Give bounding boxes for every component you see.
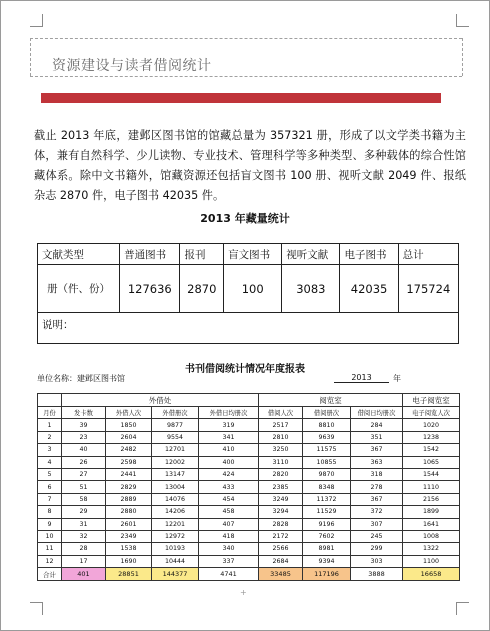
- report-year: 2013: [334, 373, 389, 383]
- data-cell: 407: [199, 518, 259, 530]
- column-header: 外借日均册次: [199, 407, 259, 419]
- data-cell: 9639: [303, 431, 351, 443]
- total-cell: 117196: [303, 568, 351, 581]
- data-cell: 27: [62, 468, 106, 480]
- data-cell: 8348: [303, 481, 351, 493]
- data-cell: 341: [199, 431, 259, 443]
- data-cell: 1542: [403, 444, 460, 456]
- data-cell: 2604: [106, 431, 152, 443]
- data-cell: 2880: [106, 506, 152, 518]
- data-cell: 2810: [259, 431, 303, 443]
- data-cell: 278: [351, 481, 403, 493]
- data-cell: 10444: [152, 555, 199, 567]
- group-header-lending: 外借处: [62, 394, 259, 407]
- data-cell: 303: [351, 555, 403, 567]
- data-cell: 31: [62, 518, 106, 530]
- page-marker: +: [240, 588, 247, 597]
- title-divider-bar: [41, 93, 441, 103]
- header-cell: 总计: [398, 244, 458, 265]
- crop-mark-bottom-right: [456, 602, 469, 615]
- data-cell: 454: [199, 493, 259, 505]
- header-cell: 普通图书: [120, 244, 180, 265]
- data-cell: 13004: [152, 481, 199, 493]
- data-cell: 299: [351, 543, 403, 555]
- data-cell: 1238: [403, 431, 460, 443]
- data-cell: 1065: [403, 456, 460, 468]
- total-cell: 401: [62, 568, 106, 581]
- data-cell: 11529: [303, 506, 351, 518]
- data-cell: 3250: [259, 444, 303, 456]
- column-header: 借阅人次: [259, 407, 303, 419]
- month-cell: 7: [38, 493, 62, 505]
- data-cell: 337: [199, 555, 259, 567]
- data-cell: 2482: [106, 444, 152, 456]
- data-cell: 1641: [403, 518, 460, 530]
- data-cell: 40: [62, 444, 106, 456]
- table-row: [38, 518, 460, 530]
- lending-report-title: 书刊借阅统计情况年度报表: [185, 364, 305, 375]
- page-title: 资源建设与读者借阅统计: [52, 58, 212, 74]
- data-cell: 400: [199, 456, 259, 468]
- group-spacer: [38, 394, 62, 407]
- data-cell: 433: [199, 481, 259, 493]
- column-header: 发卡数: [62, 407, 106, 419]
- data-cell: 9196: [303, 518, 351, 530]
- data-cell: 3294: [259, 506, 303, 518]
- data-cell: 8981: [303, 543, 351, 555]
- collection-stats-value-row: [38, 265, 459, 313]
- data-cell: 3249: [259, 493, 303, 505]
- total-cell: 16658: [403, 568, 460, 581]
- data-cell: 1008: [403, 530, 460, 542]
- table-row: [38, 506, 460, 518]
- header-cell: 视听文献: [282, 244, 340, 265]
- header-boundary-top: [30, 38, 462, 39]
- data-cell: 12002: [152, 456, 199, 468]
- data-cell: 2889: [106, 493, 152, 505]
- table-row: [38, 456, 460, 468]
- month-cell: 5: [38, 468, 62, 480]
- month-cell: 4: [38, 456, 62, 468]
- data-cell: 284: [351, 419, 403, 431]
- lending-report-table: [37, 393, 460, 581]
- data-cell: 2820: [259, 468, 303, 480]
- data-cell: 1322: [403, 543, 460, 555]
- intro-paragraph: 截止 2013 年底，建邺区图书馆的馆藏总量为 357321 册，形成了以文学类书籍为主体，兼有自然科学、少儿读物、专业技术、管理科学等多种类型、多种载体的综合性馆藏体系。除中文书籍外，馆藏资源还包括盲文图书 100 册、视听文献 2049 件、报纸杂志 2870 件，电子图书 42035 件。: [34, 129, 466, 202]
- data-cell: 9554: [152, 431, 199, 443]
- note-cell: 说明：: [38, 313, 459, 344]
- total-cell: 3888: [351, 568, 403, 581]
- data-cell: 39: [62, 419, 106, 431]
- row-label: 册（件、份）: [38, 265, 120, 313]
- group-header-reading-room: 阅览室: [259, 394, 403, 407]
- data-cell: 12201: [152, 518, 199, 530]
- column-header: 外借人次: [106, 407, 152, 419]
- data-cell: 367: [351, 444, 403, 456]
- data-cell: 2517: [259, 419, 303, 431]
- collection-stats-table: [37, 243, 459, 344]
- data-cell: 28: [62, 543, 106, 555]
- total-row: [38, 568, 460, 581]
- total-cell: 28851: [106, 568, 152, 581]
- data-cell: 1899: [403, 506, 460, 518]
- table-row: [38, 444, 460, 456]
- month-cell: 8: [38, 506, 62, 518]
- total-label: 合计: [38, 568, 62, 581]
- data-cell: 319: [199, 419, 259, 431]
- data-cell: 2441: [106, 468, 152, 480]
- table-row: [38, 555, 460, 567]
- value-cell: 100: [224, 265, 282, 313]
- table-row: [38, 493, 460, 505]
- column-header: 月份: [38, 407, 62, 419]
- header-cell: 盲文图书: [224, 244, 282, 265]
- data-cell: 58: [62, 493, 106, 505]
- table-row: [38, 468, 460, 480]
- data-cell: 1110: [403, 481, 460, 493]
- data-cell: 2598: [106, 456, 152, 468]
- data-cell: 12701: [152, 444, 199, 456]
- total-cell: 33485: [259, 568, 303, 581]
- column-header: 借阅日均册次: [351, 407, 403, 419]
- total-cell: 4741: [199, 568, 259, 581]
- data-cell: 410: [199, 444, 259, 456]
- data-cell: 307: [351, 518, 403, 530]
- group-header-row: [38, 394, 460, 407]
- value-cell: 2870: [180, 265, 224, 313]
- data-cell: 367: [351, 493, 403, 505]
- data-cell: 14206: [152, 506, 199, 518]
- month-cell: 2: [38, 431, 62, 443]
- month-cell: 3: [38, 444, 62, 456]
- value-cell: 175724: [398, 265, 458, 313]
- column-header-row: [38, 407, 460, 419]
- data-cell: 2601: [106, 518, 152, 530]
- collection-stats-header-row: [38, 244, 459, 265]
- month-cell: 1: [38, 419, 62, 431]
- data-cell: 2349: [106, 530, 152, 542]
- data-cell: 418: [199, 530, 259, 542]
- data-cell: 9394: [303, 555, 351, 567]
- data-cell: 1100: [403, 555, 460, 567]
- data-cell: 29: [62, 506, 106, 518]
- collection-stats-note-row: [38, 313, 459, 344]
- data-cell: 1020: [403, 419, 460, 431]
- column-header: 借阅册次: [303, 407, 351, 419]
- data-cell: 2829: [106, 481, 152, 493]
- data-cell: 51: [62, 481, 106, 493]
- data-cell: 245: [351, 530, 403, 542]
- table-row: [38, 431, 460, 443]
- data-cell: 23: [62, 431, 106, 443]
- header-cell: 电子图书: [340, 244, 398, 265]
- header-boundary-right: [462, 38, 463, 76]
- unit-label: 单位名称：建邺区图书馆: [37, 374, 125, 383]
- month-cell: 11: [38, 543, 62, 555]
- table-row: [38, 543, 460, 555]
- data-cell: 14076: [152, 493, 199, 505]
- data-cell: 2172: [259, 530, 303, 542]
- data-cell: 318: [351, 468, 403, 480]
- data-cell: 2385: [259, 481, 303, 493]
- data-cell: 3110: [259, 456, 303, 468]
- data-cell: 13147: [152, 468, 199, 480]
- data-cell: 9870: [303, 468, 351, 480]
- data-cell: 2566: [259, 543, 303, 555]
- month-cell: 9: [38, 518, 62, 530]
- data-cell: 458: [199, 506, 259, 518]
- month-cell: 12: [38, 555, 62, 567]
- data-cell: 1850: [106, 419, 152, 431]
- data-cell: 26: [62, 456, 106, 468]
- data-cell: 17: [62, 555, 106, 567]
- data-cell: 2684: [259, 555, 303, 567]
- header-boundary-bottom: [30, 76, 462, 77]
- data-cell: 10855: [303, 456, 351, 468]
- data-cell: 424: [199, 468, 259, 480]
- data-cell: 11372: [303, 493, 351, 505]
- data-cell: 11575: [303, 444, 351, 456]
- header-cell: 报刊: [180, 244, 224, 265]
- value-cell: 3083: [282, 265, 340, 313]
- data-cell: 10193: [152, 543, 199, 555]
- data-cell: 351: [351, 431, 403, 443]
- value-cell: 127636: [120, 265, 180, 313]
- data-cell: 363: [351, 456, 403, 468]
- data-cell: 7602: [303, 530, 351, 542]
- table-row: [38, 530, 460, 542]
- crop-mark-top-right: [456, 14, 469, 27]
- group-header-e-reading: 电子阅览室: [403, 394, 460, 407]
- crop-mark-top-left: [30, 14, 43, 27]
- data-cell: 1690: [106, 555, 152, 567]
- data-cell: 372: [351, 506, 403, 518]
- data-cell: 2156: [403, 493, 460, 505]
- total-cell: 144377: [152, 568, 199, 581]
- report-body: [38, 419, 460, 568]
- crop-mark-bottom-left: [30, 602, 43, 615]
- data-cell: 340: [199, 543, 259, 555]
- data-cell: 12972: [152, 530, 199, 542]
- header-boundary-left: [30, 38, 31, 76]
- header-cell: 文献类型: [38, 244, 120, 265]
- month-cell: 10: [38, 530, 62, 542]
- table-row: [38, 419, 460, 431]
- data-cell: 1544: [403, 468, 460, 480]
- data-cell: 9877: [152, 419, 199, 431]
- data-cell: 1538: [106, 543, 152, 555]
- data-cell: 2828: [259, 518, 303, 530]
- column-header: 外借册次: [152, 407, 199, 419]
- month-cell: 6: [38, 481, 62, 493]
- value-cell: 42035: [340, 265, 398, 313]
- collection-stats-title: 2013 年藏量统计: [200, 212, 290, 225]
- column-header: 电子阅览人次: [403, 407, 460, 419]
- table-row: [38, 481, 460, 493]
- report-year-suffix: 年: [393, 374, 401, 383]
- data-cell: 8810: [303, 419, 351, 431]
- data-cell: 32: [62, 530, 106, 542]
